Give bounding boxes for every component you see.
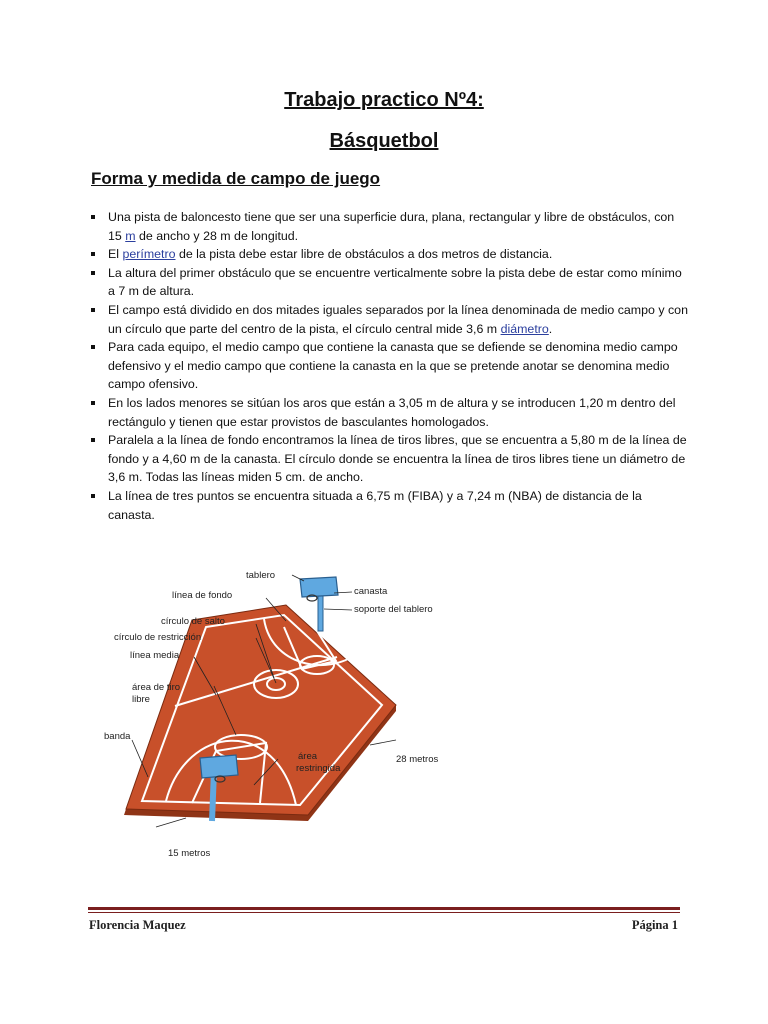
label-banda: banda	[104, 731, 131, 742]
top-support-pole	[318, 593, 323, 631]
label-28-metros: 28 metros	[396, 754, 439, 765]
bullet-square-icon	[91, 438, 95, 442]
bullet-link[interactable]: m	[125, 228, 136, 243]
footer-page-number: Página 1	[631, 918, 678, 932]
label-area: área	[298, 751, 318, 762]
footer-rule-thin	[88, 912, 680, 913]
bullet-text: La línea de tres puntos se encuentra situada a 6,75 m (FIBA) y a 7,24 m (NBA) de distancia de la canasta.	[108, 488, 642, 522]
bullet-text-after: de ancho y 28 m de longitud.	[135, 228, 299, 243]
footer-rule-thick	[88, 907, 680, 910]
bullet-item	[91, 245, 691, 264]
label-soporte: soporte del tablero	[354, 604, 433, 615]
basketball-court-figure	[96, 565, 466, 865]
label-15-metros: 15 metros	[168, 848, 211, 859]
bullet-text: En los lados menores se sitúan los aros que están a 3,05 m de altura y se introducen 1,20 m dentro del rectángulo y tienen que estar provistos de basculantes homologados.	[108, 395, 676, 429]
bullet-item	[91, 338, 691, 394]
bullet-text-after: de la pista debe estar libre de obstáculos a dos metros de distancia.	[175, 247, 553, 262]
bullet-item	[91, 264, 691, 301]
bullet-square-icon	[91, 252, 95, 256]
bullet-text: La altura del primer obstáculo que se encuentre verticalmente sobre la pista debe de estar como mínimo a 7 m de altura.	[108, 265, 682, 299]
bullet-item	[91, 394, 691, 431]
label-tablero: tablero	[246, 570, 276, 581]
document-subtitle: Básquetbol	[329, 130, 439, 152]
bullet-square-icon	[91, 215, 95, 219]
label-area-tiro-1: área de tiro	[132, 682, 181, 693]
label-circulo-restriccion: círculo de restricción	[114, 632, 202, 643]
bullet-square-icon	[91, 494, 95, 498]
bullet-link[interactable]: perímetro	[122, 247, 176, 262]
bullet-text-after: .	[548, 321, 553, 336]
label-canasta: canasta	[354, 586, 388, 597]
section-heading: Forma y medida de campo de juego	[91, 169, 381, 188]
label-linea-fondo: línea de fondo	[172, 590, 233, 601]
bullet-item	[91, 431, 691, 487]
bullet-list	[91, 208, 691, 524]
document-title: Trabajo practico Nº4:	[284, 89, 484, 111]
bullet-text: El	[108, 247, 123, 262]
bullet-square-icon	[91, 271, 95, 275]
bullet-square-icon	[91, 401, 95, 405]
label-circulo-salto: círculo de salto	[161, 616, 225, 627]
footer-author: Florencia Maquez	[89, 918, 186, 932]
label-restringida: restringida	[296, 763, 341, 774]
bullet-item	[91, 301, 691, 338]
bullet-item	[91, 487, 691, 524]
bullet-text: El campo está dividido en dos mitades iguales separados por la línea denominada de medio campo y con un círculo que parte del centro de la pista, el círculo central mide 3,6 m	[108, 302, 688, 336]
bullet-text: Una pista de baloncesto tiene que ser una superficie dura, plana, rectangular y libre de obstáculos, con 15	[108, 210, 675, 243]
top-backboard-icon	[300, 577, 338, 597]
bullet-item	[91, 208, 691, 245]
label-area-tiro-2: libre	[132, 694, 150, 705]
label-linea-media: línea media	[130, 650, 180, 661]
bullet-square-icon	[91, 308, 95, 312]
bullet-link[interactable]: diámetro	[500, 321, 549, 336]
bottom-backboard-icon	[200, 755, 238, 778]
bullet-text: Para cada equipo, el medio campo que contiene la canasta que se defiende se denomina medio campo defensivo y el medio campo que contiene la canasta en la que se pretende anotar se denomina medio campo ofensivo.	[108, 340, 678, 392]
bullet-square-icon	[91, 345, 95, 349]
bottom-support-pole	[212, 771, 214, 821]
bullet-text: Paralela a la línea de fondo encontramos la línea de tiros libres, que se encuentra a 5,80 m de la línea de fondo y a 4,60 m de la canasta. El círculo donde se encuentra la línea de tiros libres tiene un diámetro de 3,6 m. Todas las líneas miden 5 cm. de ancho.	[108, 433, 687, 485]
